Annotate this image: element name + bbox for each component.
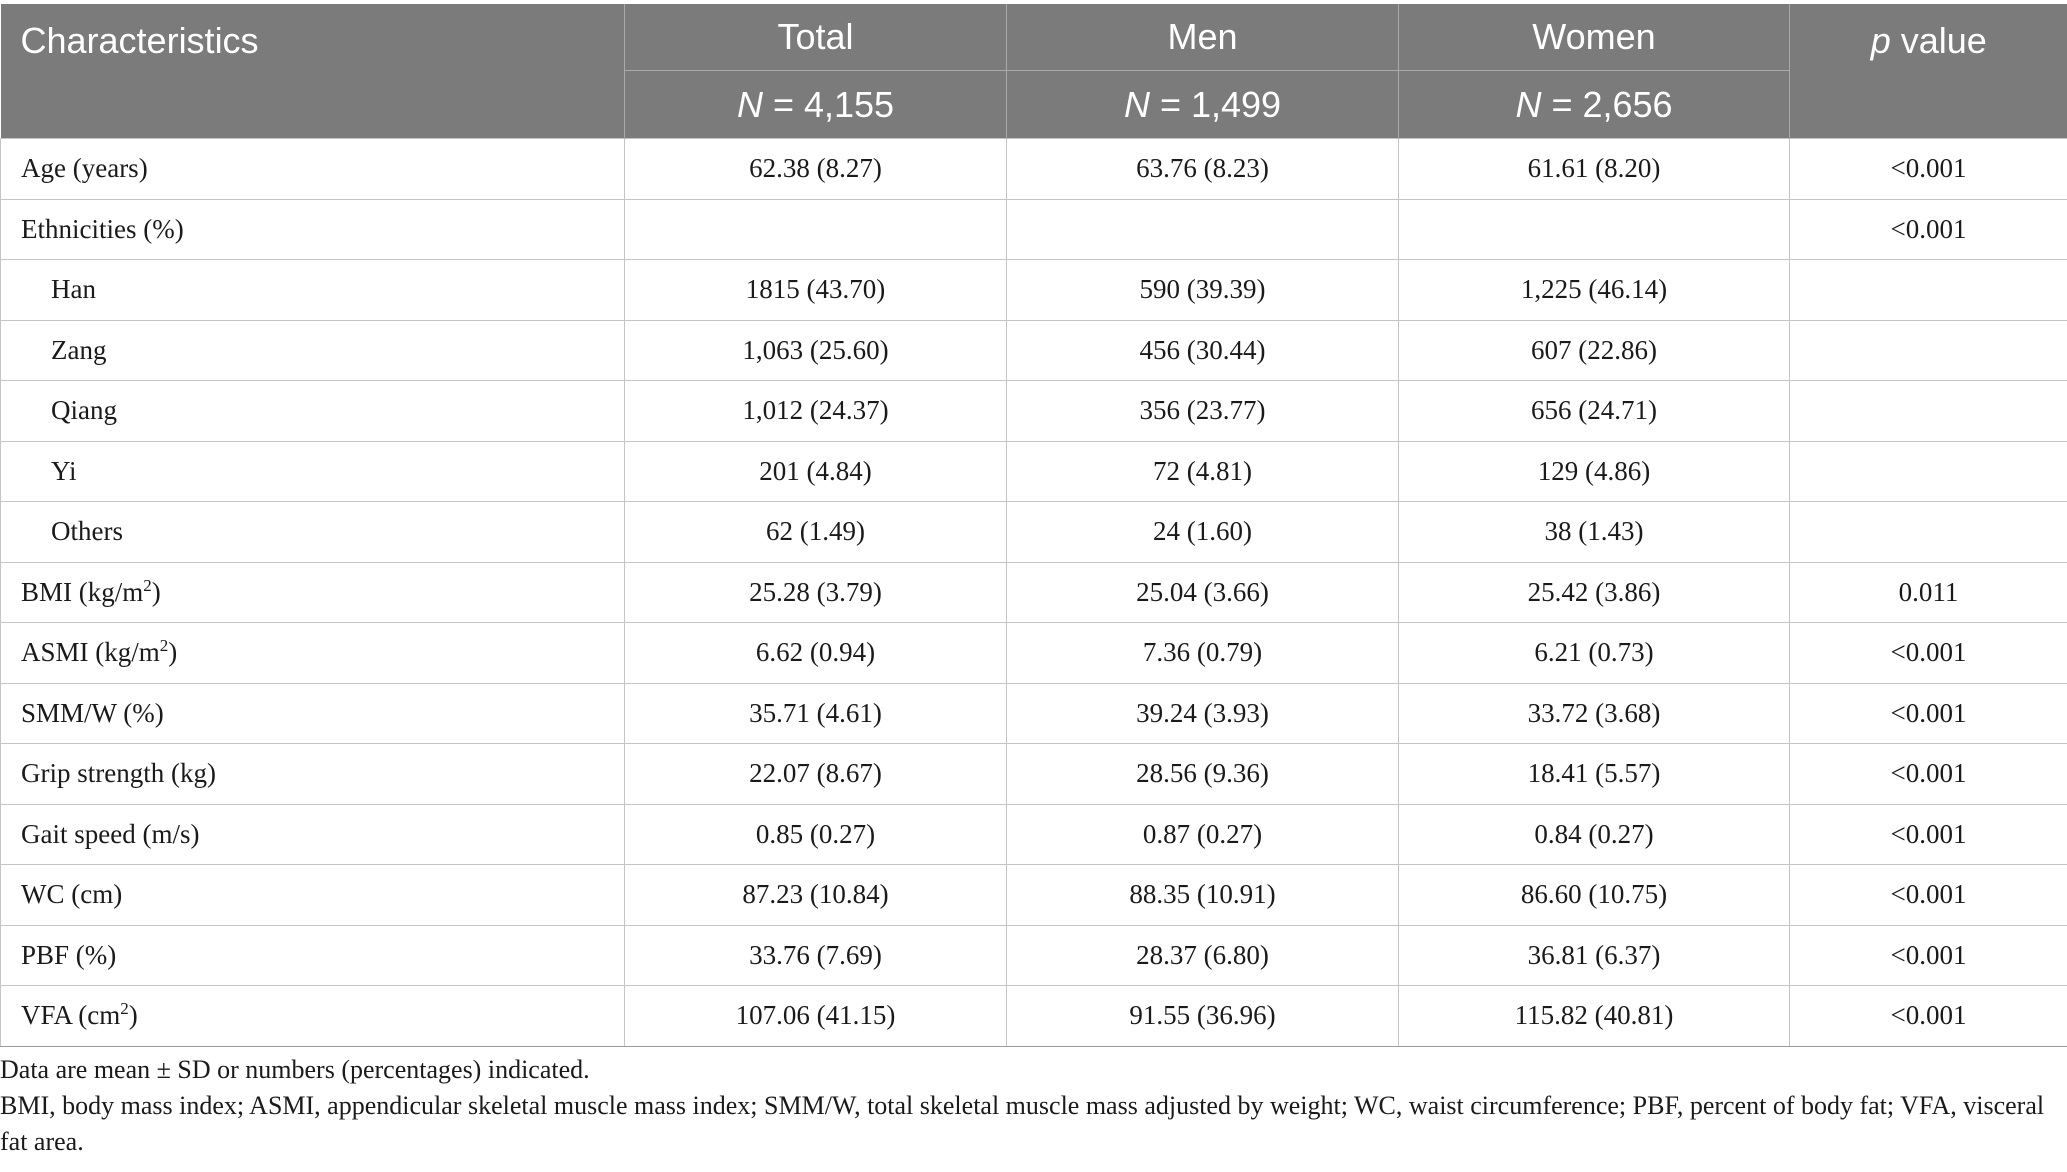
row-label: SMM/W (%) [1,683,625,744]
cell-men: 72 (4.81) [1007,441,1399,502]
cell-men: 590 (39.39) [1007,260,1399,321]
cell-women: 38 (1.43) [1399,502,1790,563]
cell-total: 201 (4.84) [625,441,1007,502]
table-row [1,744,2067,805]
cell-women: 36.81 (6.37) [1399,925,1790,986]
row-label: Han [1,260,625,321]
cell-p-value [1790,502,2067,563]
table-row [1,260,2067,321]
cell-total: 25.28 (3.79) [625,562,1007,623]
cell-total: 0.85 (0.27) [625,804,1007,865]
cell-total: 35.71 (4.61) [625,683,1007,744]
cell-women: 33.72 (3.68) [1399,683,1790,744]
cell-p-value: <0.001 [1790,139,2067,200]
characteristics-table [0,4,2067,1047]
cell-total: 62.38 (8.27) [625,139,1007,200]
cell-total: 1,063 (25.60) [625,320,1007,381]
cell-p-value [1790,320,2067,381]
table-row [1,865,2067,926]
table-row [1,320,2067,381]
cell-p-value [1790,381,2067,442]
header-n-men: N = 1,499 [1007,71,1399,139]
table-row [1,381,2067,442]
cell-women: 129 (4.86) [1399,441,1790,502]
header-women: Women [1399,4,1790,71]
cell-p-value: <0.001 [1790,804,2067,865]
cell-p-value: <0.001 [1790,623,2067,684]
table-body [1,139,2067,1047]
cell-total: 1,012 (24.37) [625,381,1007,442]
header-n-total: N = 4,155 [625,71,1007,139]
table-row [1,441,2067,502]
table-row [1,804,2067,865]
cell-women: 61.61 (8.20) [1399,139,1790,200]
table-footnotes [0,1052,2060,1160]
cell-men: 39.24 (3.93) [1007,683,1399,744]
cell-total: 33.76 (7.69) [625,925,1007,986]
cell-p-value [1790,441,2067,502]
cell-women: 86.60 (10.75) [1399,865,1790,926]
footnote-abbreviations: BMI, body mass index; ASMI, appendicular skeletal muscle mass index; SMM/W, total skeletal muscle mass adjusted by weight; WC, waist circumference; PBF, percent of body fat; VFA, visceral fat area. [0,1091,2045,1156]
header-total: Total [625,4,1007,71]
cell-total [625,199,1007,260]
cell-men: 28.37 (6.80) [1007,925,1399,986]
table-row [1,623,2067,684]
cell-p-value: 0.011 [1790,562,2067,623]
cell-total: 22.07 (8.67) [625,744,1007,805]
cell-p-value: <0.001 [1790,986,2067,1047]
table-row [1,925,2067,986]
characteristics-table-container [0,4,2067,1047]
row-label: Qiang [1,381,625,442]
row-label: Ethnicities (%) [1,199,625,260]
cell-p-value: <0.001 [1790,199,2067,260]
cell-total: 1815 (43.70) [625,260,1007,321]
header-p-rest: value [1890,20,1987,61]
cell-men: 456 (30.44) [1007,320,1399,381]
row-label: WC (cm) [1,865,625,926]
header-n-women: N = 2,656 [1399,71,1790,139]
cell-women: 1,225 (46.14) [1399,260,1790,321]
cell-women: 6.21 (0.73) [1399,623,1790,684]
cell-p-value: <0.001 [1790,683,2067,744]
row-label: Gait speed (m/s) [1,804,625,865]
footnote-data-description: Data are mean ± SD or numbers (percentages) indicated. [0,1055,590,1084]
cell-p-value: <0.001 [1790,744,2067,805]
cell-men: 28.56 (9.36) [1007,744,1399,805]
cell-men: 91.55 (36.96) [1007,986,1399,1047]
cell-women: 656 (24.71) [1399,381,1790,442]
cell-men: 356 (23.77) [1007,381,1399,442]
table-row [1,986,2067,1047]
row-label: PBF (%) [1,925,625,986]
cell-men: 24 (1.60) [1007,502,1399,563]
cell-p-value: <0.001 [1790,925,2067,986]
row-label: VFA $(cm^2)$ [1,986,625,1047]
table-header [1,4,2067,139]
table-row [1,502,2067,563]
cell-women: 115.82 (40.81) [1399,986,1790,1047]
cell-total: 87.23 (10.84) [625,865,1007,926]
cell-total: 107.06 (41.15) [625,986,1007,1047]
cell-men: 25.04 (3.66) [1007,562,1399,623]
cell-women: 18.41 (5.57) [1399,744,1790,805]
header-p-italic: p [1870,20,1891,61]
cell-total: 6.62 (0.94) [625,623,1007,684]
row-label: Others [1,502,625,563]
row-label: Yi [1,441,625,502]
header-characteristics: Characteristics [1,4,625,139]
cell-p-value: <0.001 [1790,865,2067,926]
row-label: Zang [1,320,625,381]
table-row [1,199,2067,260]
row-label: BMI $(kg/m^2)$ [1,562,625,623]
cell-men: 88.35 (10.91) [1007,865,1399,926]
cell-men: 63.76 (8.23) [1007,139,1399,200]
cell-men: 7.36 (0.79) [1007,623,1399,684]
row-label: Grip strength (kg) [1,744,625,805]
cell-men: 0.87 (0.27) [1007,804,1399,865]
cell-women [1399,199,1790,260]
table-row [1,562,2067,623]
cell-women: 0.84 (0.27) [1399,804,1790,865]
cell-women: 25.42 (3.86) [1399,562,1790,623]
cell-total: 62 (1.49) [625,502,1007,563]
cell-men [1007,199,1399,260]
cell-p-value [1790,260,2067,321]
table-row [1,683,2067,744]
cell-women: 607 (22.86) [1399,320,1790,381]
row-label: ASMI $(kg/m^2)$ [1,623,625,684]
header-men: Men [1007,4,1399,71]
table-row [1,139,2067,200]
header-p-value [1790,4,2067,139]
row-label: Age (years) [1,139,625,200]
